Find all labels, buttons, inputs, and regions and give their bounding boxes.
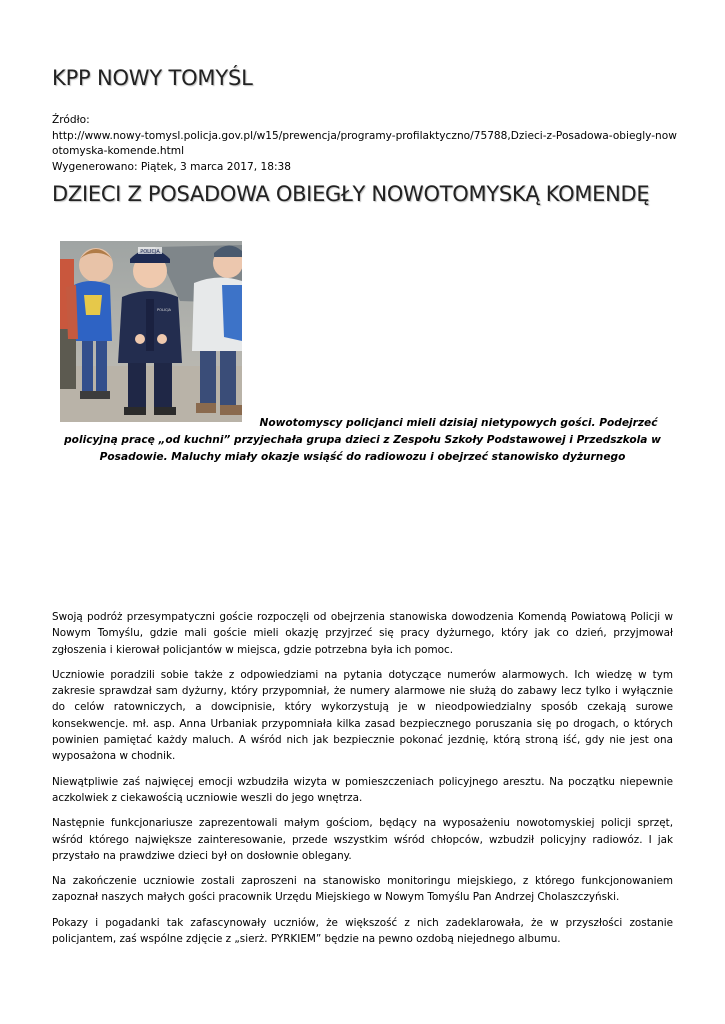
body-paragraph: Uczniowie poradzili sobie także z odpowiedziami na pytania dotyczące numerów alarmowych. Ich wiedzę w tym zakresie sprawdzał sam dyżurny, który przypomniał, że numery alarmowe nie służą do zabawy lecz tylko i wyłącznie do celów ratowniczych, a dowcipnisie, który wykorzystują je w nieodpowiedzialny sposób czekają surowe konsekwencje. mł. asp. Anna Urbaniak przypomniała kilka zasad bezpiecznego poruszania się po drogach, o których powinien pamiętać każdy maluch. A wśród nich jak bezpiecznie pokonać jezdnię, którą stroną iść, gdy nie jest ona wyposażona w chodnik. xyxy=(52,668,673,763)
photo-badge-text: POLICJA xyxy=(156,308,172,312)
generated-timestamp: Wygenerowano: Piątek, 3 marca 2017, 18:38 xyxy=(52,160,292,173)
source-url-link[interactable]: http://www.nowy-tomysl.policja.gov.pl/w15/prewencja/programy-profilaktyczno/75788,Dzieci-z-Posadowa-obiegly-nowotomyska-komende.html xyxy=(52,129,677,157)
site-title: KPP NOWY TOMYŚL xyxy=(52,66,253,90)
article-lead xyxy=(52,415,673,466)
article-photo xyxy=(60,241,242,422)
body-paragraph: Pokazy i pogadanki tak zafascynowały uczniów, że większość z nich zadeklarowała, że w przyszłości zostanie policjantem, zaś wspólne zdjęcie z „sierż. PYRKIEM” będzie na pewno ozdobą niejednego albumu. xyxy=(52,916,673,946)
article-body xyxy=(52,609,673,956)
lead-text: Nowotomyscy policjanci mieli dzisiaj nietypowych gości. Podejrzeć policyjną pracę „od kuchni” przyjechała grupa dzieci z Zespołu Szkoły Podstawowej i Przedszkola w Posadowie. Maluchy miały okazje wsiąść do radiowozu i obejrzeć stanowisko dyżurnego xyxy=(64,417,661,463)
body-paragraph: Na zakończenie uczniowie zostali zaproszeni na stanowisko monitoringu miejskiego, z którego funkcjonowaniem zapoznał naszych małych gości pracownik Urzędu Miejskiego w Nowym Tomyślu Pan Andrzej Cholaszczyński. xyxy=(52,875,673,904)
body-paragraph: Swoją podróż przesympatyczni goście rozpoczęli od obejrzenia stanowiska dowodzenia Komendą Powiatową Policji w Nowym Tomyślu, gdzie mali goście mieli okazję przyjrzeć się pracy dyżurnego, który jak co dzień, przyjmował zgłoszenia i kierował policjantów w miejsca, gdzie potrzebna była ich pomoc. xyxy=(52,611,673,656)
article-title: DZIECI Z POSADOWA OBIEGŁY NOWOTOMYSKĄ KOMENDĘ xyxy=(52,182,650,206)
body-paragraph: Następnie funkcjonariusze zaprezentowali małym gościom, będący na wyposażeniu nowotomyskiej policji sprzęt, wśród którego największe zainteresowanie, przede wszystkim wśród chłopców, wzbudził policyjny radiowóz. I jak przystało na prawdziwe dzieci był on dosłownie oblegany. xyxy=(52,817,673,862)
photo-cap-text: POLICJA xyxy=(140,249,160,255)
source-meta xyxy=(52,113,677,175)
body-paragraph: Niewątpliwie zaś najwięcej emocji wzbudziła wizyta w pomieszczeniach policyjnego aresztu. Na początku niepewnie aczkolwiek z ciekawością uczniowie weszli do jego wnętrza. xyxy=(52,775,673,804)
source-label: Źródło: xyxy=(52,114,90,126)
